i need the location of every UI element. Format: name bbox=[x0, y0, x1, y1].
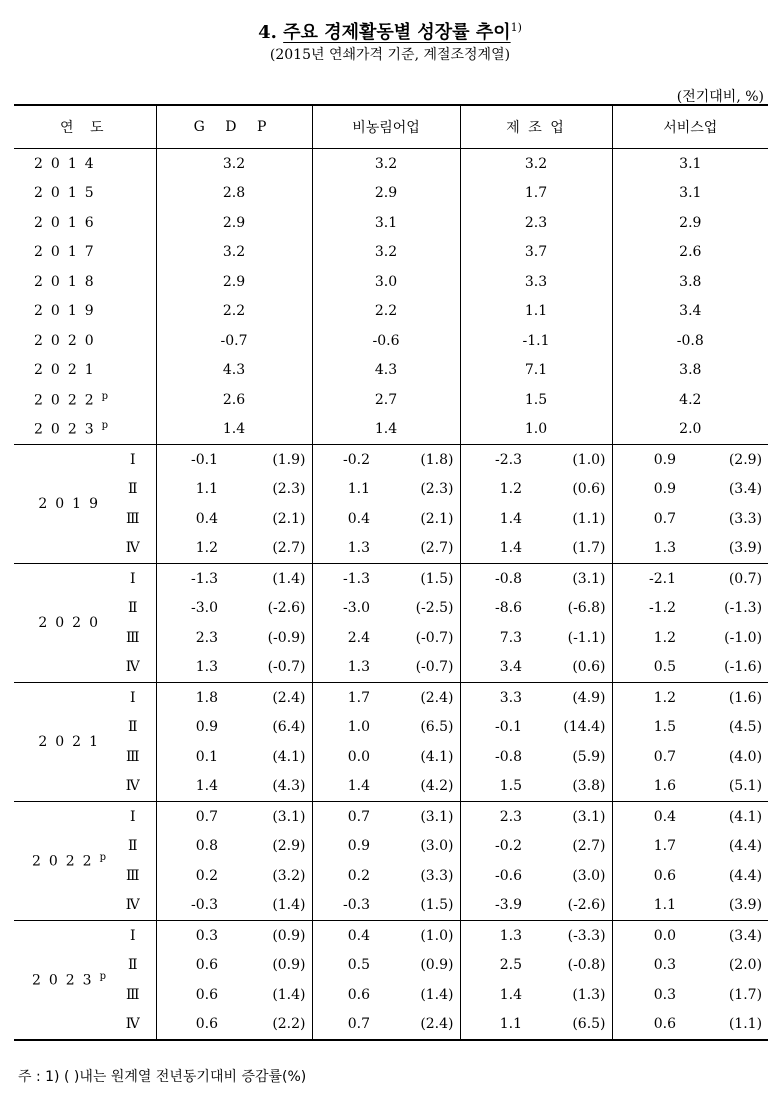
svc-qoq: 0.9 bbox=[612, 445, 684, 475]
svc-qoq: 0.3 bbox=[653, 957, 677, 974]
svc-qoq: 1.2 bbox=[653, 629, 677, 646]
mfg-qoq: -0.6 bbox=[495, 867, 523, 884]
nonagri-value: 3.2 bbox=[312, 238, 460, 268]
annual-row bbox=[14, 297, 768, 327]
svc-value: 2.0 bbox=[679, 421, 702, 438]
mfg-yoy: (1.3) bbox=[530, 980, 612, 1010]
annual-year: 2021 bbox=[14, 356, 156, 386]
table-title: 4. 주요 경제활동별 성장률 추이$^{1)}$ bbox=[258, 21, 522, 43]
svc-yoy: (3.9) bbox=[728, 897, 763, 914]
nonagri-value: -0.6 bbox=[312, 326, 460, 356]
mfg-qoq: 1.3 bbox=[460, 921, 530, 951]
quarter-label: Ⅰ bbox=[110, 683, 156, 713]
svc-qoq: 0.7 bbox=[653, 510, 677, 527]
mfg-yoy: (-0.8) bbox=[530, 951, 612, 981]
mfg-yoy: (-2.6) bbox=[530, 891, 612, 921]
mfg-yoy: (6.5) bbox=[530, 1010, 612, 1041]
quarter-label: Ⅲ bbox=[110, 623, 156, 653]
header-svc: 서비스업 bbox=[612, 105, 768, 149]
quarter-group-year: 2022$^p$ bbox=[14, 802, 110, 921]
mfg-qoq: -0.1 bbox=[495, 719, 523, 736]
svc-value: 3.4 bbox=[679, 303, 702, 320]
nonagri-qoq: 1.4 bbox=[312, 772, 378, 802]
mfg-qoq: 1.5 bbox=[499, 778, 523, 795]
svc-qoq: 0.3 bbox=[653, 986, 677, 1003]
mfg-qoq: -0.2 bbox=[495, 838, 523, 855]
mfg-value: 1.0 bbox=[460, 415, 612, 445]
mfg-yoy: (14.4) bbox=[530, 713, 612, 743]
mfg-qoq: -0.8 bbox=[495, 748, 523, 765]
svc-value: 3.8 bbox=[679, 273, 702, 290]
svc-qoq: 0.6 bbox=[653, 1016, 677, 1033]
mfg-yoy: (0.6) bbox=[530, 653, 612, 683]
mfg-value: -1.1 bbox=[460, 326, 612, 356]
svc-qoq: 0.5 bbox=[653, 659, 677, 676]
quarter-row bbox=[14, 534, 768, 564]
mfg-value: 3.2 bbox=[460, 149, 612, 179]
mfg-yoy: (1.0) bbox=[530, 445, 612, 475]
svc-yoy: (3.4) bbox=[684, 921, 768, 951]
nonagri-yoy: (2.7) bbox=[378, 534, 460, 564]
annual-year: 2014 bbox=[14, 149, 156, 179]
quarter-row bbox=[14, 951, 768, 981]
annual-row bbox=[14, 179, 768, 209]
nonagri-yoy: (6.5) bbox=[378, 713, 460, 743]
quarter-row bbox=[14, 504, 768, 534]
annual-row bbox=[14, 149, 768, 179]
gdp-qoq: 0.6 bbox=[195, 1016, 218, 1033]
nonagri-qoq: 0.2 bbox=[312, 861, 378, 891]
gdp-qoq: 0.2 bbox=[195, 867, 218, 884]
header-year: 연 도 bbox=[14, 105, 156, 149]
quarter-label: Ⅳ bbox=[110, 534, 156, 564]
svc-yoy: (3.9) bbox=[728, 540, 763, 557]
svc-qoq: -2.1 bbox=[612, 564, 684, 594]
mfg-yoy: (3.1) bbox=[530, 802, 612, 832]
annual-row bbox=[14, 356, 768, 386]
quarter-label: Ⅲ bbox=[110, 742, 156, 772]
quarter-row bbox=[14, 802, 768, 832]
nonagri-yoy: (1.8) bbox=[378, 445, 460, 475]
quarter-row bbox=[14, 861, 768, 891]
header-nonagri: 비농림어업 bbox=[312, 105, 460, 149]
nonagri-qoq: 2.4 bbox=[312, 623, 378, 653]
svc-qoq: 0.6 bbox=[653, 867, 677, 884]
nonagri-yoy: (3.1) bbox=[378, 802, 460, 832]
svc-qoq: 0.7 bbox=[653, 748, 677, 765]
mfg-yoy: (2.7) bbox=[530, 832, 612, 862]
nonagri-qoq: -1.3 bbox=[312, 564, 378, 594]
svc-yoy: (3.3) bbox=[728, 510, 763, 527]
gdp-value: 2.9 bbox=[222, 214, 246, 231]
nonagri-qoq: 0.4 bbox=[312, 921, 378, 951]
gdp-qoq: 0.6 bbox=[195, 957, 218, 974]
mfg-value: 3.3 bbox=[460, 267, 612, 297]
svc-qoq: 0.0 bbox=[612, 921, 684, 951]
gdp-qoq: 0.6 bbox=[195, 986, 218, 1003]
mfg-qoq: -2.3 bbox=[460, 445, 530, 475]
annual-year: 2019 bbox=[14, 297, 156, 327]
gdp-yoy: (1.9) bbox=[226, 445, 312, 475]
gdp-qoq: 1.8 bbox=[156, 683, 226, 713]
svc-yoy: (4.5) bbox=[728, 719, 763, 736]
quarter-row bbox=[14, 653, 768, 683]
svc-qoq: 1.5 bbox=[653, 719, 677, 736]
nonagri-value: 2.9 bbox=[312, 179, 460, 209]
annual-row bbox=[14, 415, 768, 445]
nonagri-qoq: 1.3 bbox=[312, 534, 378, 564]
annual-year: 2022$^p$ bbox=[14, 385, 156, 415]
mfg-yoy: (3.8) bbox=[530, 772, 612, 802]
nonagri-yoy: (1.5) bbox=[378, 891, 460, 921]
mfg-yoy: (1.1) bbox=[530, 504, 612, 534]
gdp-qoq: 0.7 bbox=[156, 802, 226, 832]
header-mfg: 제 조 업 bbox=[460, 105, 612, 149]
gdp-yoy: (4.3) bbox=[272, 778, 306, 795]
nonagri-qoq: 0.6 bbox=[312, 980, 378, 1010]
quarter-row bbox=[14, 445, 768, 475]
quarter-row bbox=[14, 623, 768, 653]
svc-yoy: (3.4) bbox=[728, 481, 763, 498]
gdp-yoy: (-0.9) bbox=[267, 629, 306, 646]
quarter-label: Ⅰ bbox=[110, 802, 156, 832]
header-row bbox=[14, 105, 768, 149]
quarter-label: Ⅱ bbox=[110, 713, 156, 743]
svc-yoy: (0.7) bbox=[684, 564, 768, 594]
annual-section bbox=[14, 149, 768, 445]
annual-row bbox=[14, 238, 768, 268]
gdp-yoy: (0.9) bbox=[272, 957, 306, 974]
mfg-yoy: (5.9) bbox=[530, 742, 612, 772]
gdp-yoy: (3.2) bbox=[272, 867, 306, 884]
gdp-yoy: (2.1) bbox=[272, 510, 306, 527]
svc-yoy: (-1.3) bbox=[724, 600, 763, 617]
nonagri-value: 3.0 bbox=[312, 267, 460, 297]
annual-year: 2020 bbox=[14, 326, 156, 356]
svc-yoy: (5.1) bbox=[728, 778, 763, 795]
svc-value: 2.9 bbox=[679, 214, 702, 231]
gdp-yoy: (2.9) bbox=[272, 838, 306, 855]
gdp-value: 3.2 bbox=[222, 155, 246, 172]
quarter-row bbox=[14, 475, 768, 505]
nonagri-qoq: 0.5 bbox=[312, 951, 378, 981]
mfg-yoy: (3.1) bbox=[530, 564, 612, 594]
nonagri-yoy: (3.0) bbox=[378, 832, 460, 862]
nonagri-qoq: 1.0 bbox=[312, 713, 378, 743]
gdp-yoy: (-0.7) bbox=[267, 659, 306, 676]
nonagri-qoq: -0.2 bbox=[312, 445, 378, 475]
nonagri-qoq: 0.7 bbox=[312, 1010, 378, 1041]
gdp-qoq: 0.9 bbox=[195, 719, 218, 736]
svc-qoq: -1.2 bbox=[649, 600, 677, 617]
gdp-yoy: (4.1) bbox=[272, 748, 306, 765]
gdp-yoy: (1.4) bbox=[272, 986, 306, 1003]
growth-table bbox=[14, 104, 768, 1041]
quarter-label: Ⅱ bbox=[110, 475, 156, 505]
gdp-qoq: 0.1 bbox=[195, 748, 218, 765]
mfg-qoq: 2.5 bbox=[499, 957, 523, 974]
svc-value: -0.8 bbox=[676, 332, 704, 349]
nonagri-qoq: 0.0 bbox=[312, 742, 378, 772]
gdp-qoq: -0.1 bbox=[156, 445, 226, 475]
nonagri-qoq: 1.3 bbox=[312, 653, 378, 683]
quarter-label: Ⅱ bbox=[110, 951, 156, 981]
gdp-yoy: (6.4) bbox=[272, 719, 306, 736]
svc-yoy: (4.1) bbox=[684, 802, 768, 832]
gdp-yoy: (1.4) bbox=[226, 564, 312, 594]
svc-yoy: (-1.0) bbox=[724, 629, 763, 646]
mfg-yoy: (4.9) bbox=[530, 683, 612, 713]
quarter-row bbox=[14, 832, 768, 862]
table-subtitle: (2015년 연쇄가격 기준, 계절조정계열) bbox=[269, 47, 511, 63]
svc-qoq: 0.4 bbox=[612, 802, 684, 832]
nonagri-yoy: (-2.5) bbox=[378, 594, 460, 624]
footnote: 주 : 1) ( )내는 원계열 전년동기대비 증감률(%) bbox=[18, 1069, 307, 1085]
mfg-qoq: 2.3 bbox=[460, 802, 530, 832]
gdp-yoy: (1.4) bbox=[272, 897, 306, 914]
quarter-row bbox=[14, 594, 768, 624]
mfg-qoq: 1.4 bbox=[499, 986, 523, 1003]
nonagri-qoq: -3.0 bbox=[312, 594, 378, 624]
annual-year: 2015 bbox=[14, 179, 156, 209]
gdp-value: 2.2 bbox=[222, 303, 246, 320]
mfg-yoy: (1.7) bbox=[530, 534, 612, 564]
mfg-value: 1.7 bbox=[460, 179, 612, 209]
annual-year: 2017 bbox=[14, 238, 156, 268]
mfg-value: 3.7 bbox=[460, 238, 612, 268]
nonagri-value: 4.3 bbox=[312, 356, 460, 386]
gdp-qoq: 2.3 bbox=[195, 629, 218, 646]
nonagri-qoq: 0.9 bbox=[312, 832, 378, 862]
svc-qoq: 1.3 bbox=[653, 540, 677, 557]
quarter-row bbox=[14, 980, 768, 1010]
nonagri-yoy: (-0.7) bbox=[378, 623, 460, 653]
gdp-value: 2.9 bbox=[222, 273, 246, 290]
quarter-group-year: 2020 bbox=[14, 564, 110, 683]
svc-yoy: (2.9) bbox=[684, 445, 768, 475]
gdp-qoq: 1.4 bbox=[195, 778, 218, 795]
header-gdp: G D P bbox=[156, 105, 312, 149]
mfg-yoy: (-6.8) bbox=[530, 594, 612, 624]
gdp-qoq: 0.8 bbox=[195, 838, 218, 855]
nonagri-yoy: (1.4) bbox=[378, 980, 460, 1010]
annual-row bbox=[14, 267, 768, 297]
gdp-value: 1.4 bbox=[222, 421, 246, 438]
gdp-qoq: -1.3 bbox=[156, 564, 226, 594]
mfg-qoq: 3.3 bbox=[460, 683, 530, 713]
gdp-yoy: (3.1) bbox=[226, 802, 312, 832]
gdp-qoq: 1.3 bbox=[195, 659, 218, 676]
gdp-yoy: (2.3) bbox=[272, 481, 306, 498]
annual-year: 2023$^p$ bbox=[14, 415, 156, 445]
svc-yoy: (4.4) bbox=[728, 867, 763, 884]
nonagri-yoy: (2.1) bbox=[378, 504, 460, 534]
svc-qoq: 1.2 bbox=[612, 683, 684, 713]
quarter-row bbox=[14, 683, 768, 713]
nonagri-yoy: (3.3) bbox=[378, 861, 460, 891]
gdp-yoy: (2.7) bbox=[272, 540, 306, 557]
nonagri-qoq: -0.3 bbox=[312, 891, 378, 921]
quarter-label: Ⅲ bbox=[110, 504, 156, 534]
quarter-row bbox=[14, 772, 768, 802]
quarter-label: Ⅳ bbox=[110, 891, 156, 921]
annual-year: 2016 bbox=[14, 208, 156, 238]
svc-value: 4.2 bbox=[679, 391, 702, 408]
annual-year: 2018 bbox=[14, 267, 156, 297]
quarter-label: Ⅰ bbox=[110, 564, 156, 594]
mfg-value: 1.5 bbox=[460, 385, 612, 415]
mfg-value: 2.3 bbox=[460, 208, 612, 238]
nonagri-yoy: (0.9) bbox=[378, 951, 460, 981]
mfg-qoq: 3.4 bbox=[499, 659, 523, 676]
mfg-yoy: (-3.3) bbox=[530, 921, 612, 951]
gdp-value: 4.3 bbox=[222, 362, 246, 379]
nonagri-value: 3.1 bbox=[312, 208, 460, 238]
quarter-label: Ⅱ bbox=[110, 594, 156, 624]
nonagri-yoy: (2.3) bbox=[378, 475, 460, 505]
quarter-label: Ⅲ bbox=[110, 980, 156, 1010]
gdp-qoq: 0.3 bbox=[156, 921, 226, 951]
quarter-label: Ⅳ bbox=[110, 1010, 156, 1041]
quarter-label: Ⅳ bbox=[110, 772, 156, 802]
mfg-qoq: 1.1 bbox=[499, 1016, 523, 1033]
mfg-qoq: -8.6 bbox=[495, 600, 523, 617]
quarter-label: Ⅰ bbox=[110, 445, 156, 475]
quarterly-section bbox=[14, 445, 768, 1041]
quarter-group-year: 2021 bbox=[14, 683, 110, 802]
quarter-row bbox=[14, 891, 768, 921]
nonagri-yoy: (1.5) bbox=[378, 564, 460, 594]
nonagri-value: 3.2 bbox=[312, 149, 460, 179]
unit-label: (전기대비, %) bbox=[676, 89, 764, 105]
quarter-group-year: 2023$^p$ bbox=[14, 921, 110, 1041]
nonagri-qoq: 0.7 bbox=[312, 802, 378, 832]
annual-row bbox=[14, 385, 768, 415]
svc-yoy: (2.0) bbox=[728, 957, 763, 974]
quarter-row bbox=[14, 742, 768, 772]
mfg-qoq: -0.8 bbox=[460, 564, 530, 594]
gdp-qoq: 1.2 bbox=[195, 540, 218, 557]
quarter-group-year: 2019 bbox=[14, 445, 110, 564]
quarter-label: Ⅰ bbox=[110, 921, 156, 951]
mfg-yoy: (-1.1) bbox=[530, 623, 612, 653]
gdp-value: 2.8 bbox=[222, 185, 246, 202]
nonagri-yoy: (4.2) bbox=[378, 772, 460, 802]
gdp-value: 3.2 bbox=[222, 244, 246, 261]
svc-yoy: (1.7) bbox=[728, 986, 763, 1003]
title-text: 주요 경제활동별 성장률 추이 bbox=[283, 22, 511, 43]
mfg-value: 1.1 bbox=[460, 297, 612, 327]
svc-yoy: (1.6) bbox=[684, 683, 768, 713]
mfg-qoq: 1.2 bbox=[499, 481, 523, 498]
mfg-qoq: 7.3 bbox=[499, 629, 523, 646]
title-footnote-mark: 1) bbox=[510, 21, 522, 34]
gdp-yoy: (-2.6) bbox=[267, 600, 306, 617]
nonagri-value: 2.2 bbox=[312, 297, 460, 327]
gdp-value: -0.7 bbox=[220, 332, 248, 349]
quarter-row bbox=[14, 921, 768, 951]
gdp-yoy: (2.4) bbox=[226, 683, 312, 713]
gdp-qoq: 1.1 bbox=[195, 481, 218, 498]
gdp-yoy: (0.9) bbox=[226, 921, 312, 951]
svc-qoq: 0.9 bbox=[653, 481, 677, 498]
svc-yoy: (-1.6) bbox=[724, 659, 763, 676]
svc-qoq: 1.6 bbox=[653, 778, 677, 795]
svc-value: 3.1 bbox=[679, 185, 702, 202]
nonagri-qoq: 0.4 bbox=[312, 504, 378, 534]
svc-yoy: (4.4) bbox=[728, 838, 763, 855]
gdp-qoq: -0.3 bbox=[191, 897, 218, 914]
svc-value: 3.8 bbox=[679, 362, 702, 379]
gdp-yoy: (2.2) bbox=[272, 1016, 306, 1033]
nonagri-yoy: (2.4) bbox=[378, 683, 460, 713]
svc-yoy: (4.0) bbox=[728, 748, 763, 765]
quarter-label: Ⅲ bbox=[110, 861, 156, 891]
svc-yoy: (1.1) bbox=[728, 1016, 763, 1033]
quarter-label: Ⅳ bbox=[110, 653, 156, 683]
mfg-qoq: 1.4 bbox=[499, 540, 523, 557]
svc-qoq: 1.7 bbox=[653, 838, 677, 855]
nonagri-qoq: 1.1 bbox=[312, 475, 378, 505]
annual-row bbox=[14, 208, 768, 238]
mfg-yoy: (0.6) bbox=[530, 475, 612, 505]
svc-value: 2.6 bbox=[679, 244, 702, 261]
nonagri-yoy: (1.0) bbox=[378, 921, 460, 951]
mfg-qoq: 1.4 bbox=[499, 510, 523, 527]
nonagri-yoy: (-0.7) bbox=[378, 653, 460, 683]
mfg-yoy: (3.0) bbox=[530, 861, 612, 891]
gdp-qoq: -3.0 bbox=[191, 600, 218, 617]
quarter-label: Ⅱ bbox=[110, 832, 156, 862]
svc-qoq: 1.1 bbox=[653, 897, 677, 914]
quarter-row bbox=[14, 564, 768, 594]
svc-value: 3.1 bbox=[679, 155, 702, 172]
gdp-qoq: 0.4 bbox=[195, 510, 218, 527]
quarter-row bbox=[14, 1010, 768, 1041]
nonagri-qoq: 1.7 bbox=[312, 683, 378, 713]
annual-row bbox=[14, 326, 768, 356]
nonagri-yoy: (2.4) bbox=[378, 1010, 460, 1041]
mfg-qoq: -3.9 bbox=[495, 897, 523, 914]
gdp-value: 2.6 bbox=[222, 391, 246, 408]
quarter-row bbox=[14, 713, 768, 743]
mfg-value: 7.1 bbox=[460, 356, 612, 386]
nonagri-value: 1.4 bbox=[312, 415, 460, 445]
nonagri-value: 2.7 bbox=[312, 385, 460, 415]
nonagri-yoy: (4.1) bbox=[378, 742, 460, 772]
